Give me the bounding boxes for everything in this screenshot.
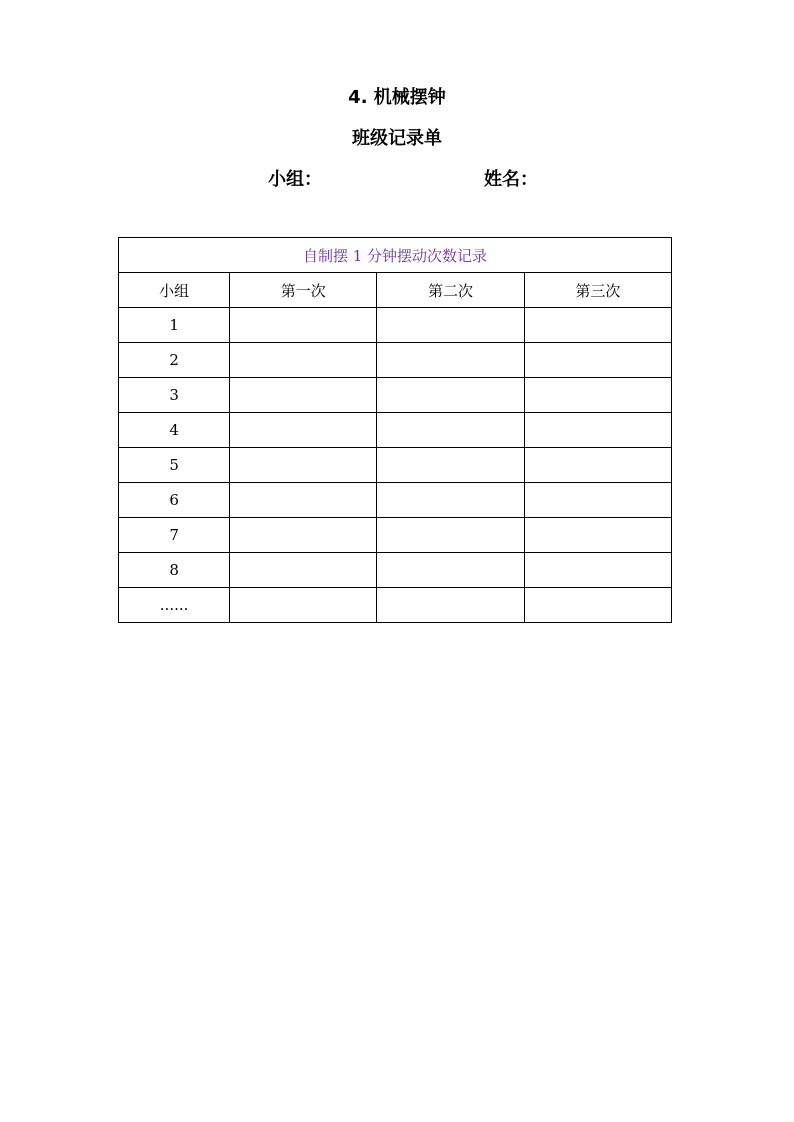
table-row bbox=[119, 308, 672, 343]
table-row bbox=[119, 483, 672, 518]
table-row bbox=[119, 588, 672, 623]
table-header-row bbox=[119, 273, 672, 308]
cell-trial-1[interactable] bbox=[230, 483, 377, 518]
header-group: 小组 bbox=[119, 273, 230, 308]
cell-group: 7 bbox=[119, 518, 230, 553]
cell-group: 4 bbox=[119, 413, 230, 448]
name-field-label: 姓名： bbox=[484, 169, 538, 190]
cell-trial-1[interactable] bbox=[230, 308, 377, 343]
group-field-label: 小组： bbox=[268, 169, 322, 190]
table-row bbox=[119, 518, 672, 553]
record-table bbox=[118, 237, 672, 623]
cell-trial-2[interactable] bbox=[377, 483, 524, 518]
cell-trial-2[interactable] bbox=[377, 553, 524, 588]
header-trial-2: 第二次 bbox=[377, 273, 524, 308]
cell-group: 6 bbox=[119, 483, 230, 518]
table-caption: 自制摆 1 分钟摆动次数记录 bbox=[119, 238, 672, 273]
cell-trial-2[interactable] bbox=[377, 518, 524, 553]
cell-trial-1[interactable] bbox=[230, 448, 377, 483]
page-title: 4. 机械摆钟 bbox=[348, 87, 446, 108]
cell-trial-3[interactable] bbox=[524, 308, 671, 343]
cell-trial-3[interactable] bbox=[524, 448, 671, 483]
cell-trial-1[interactable] bbox=[230, 413, 377, 448]
cell-group: 3 bbox=[119, 378, 230, 413]
table-row bbox=[119, 413, 672, 448]
table-row bbox=[119, 448, 672, 483]
cell-trial-2[interactable] bbox=[377, 588, 524, 623]
cell-trial-2[interactable] bbox=[377, 343, 524, 378]
cell-trial-1[interactable] bbox=[230, 343, 377, 378]
header-trial-3: 第三次 bbox=[524, 273, 671, 308]
cell-trial-3[interactable] bbox=[524, 518, 671, 553]
cell-trial-3[interactable] bbox=[524, 413, 671, 448]
cell-group: 8 bbox=[119, 553, 230, 588]
cell-trial-2[interactable] bbox=[377, 413, 524, 448]
table-row bbox=[119, 553, 672, 588]
cell-group: 1 bbox=[119, 308, 230, 343]
table-row bbox=[119, 343, 672, 378]
table-caption-row bbox=[119, 238, 672, 273]
cell-trial-3[interactable] bbox=[524, 343, 671, 378]
cell-trial-1[interactable] bbox=[230, 588, 377, 623]
cell-trial-3[interactable] bbox=[524, 483, 671, 518]
header-trial-1: 第一次 bbox=[230, 273, 377, 308]
cell-trial-2[interactable] bbox=[377, 378, 524, 413]
cell-trial-3[interactable] bbox=[524, 588, 671, 623]
cell-trial-1[interactable] bbox=[230, 378, 377, 413]
cell-trial-1[interactable] bbox=[230, 553, 377, 588]
cell-group: 2 bbox=[119, 343, 230, 378]
cell-trial-3[interactable] bbox=[524, 378, 671, 413]
table-row bbox=[119, 378, 672, 413]
cell-trial-2[interactable] bbox=[377, 448, 524, 483]
cell-trial-2[interactable] bbox=[377, 308, 524, 343]
page-subtitle: 班级记录单 bbox=[352, 128, 442, 149]
cell-group: ...... bbox=[119, 588, 230, 623]
cell-trial-1[interactable] bbox=[230, 518, 377, 553]
cell-trial-3[interactable] bbox=[524, 553, 671, 588]
cell-group: 5 bbox=[119, 448, 230, 483]
